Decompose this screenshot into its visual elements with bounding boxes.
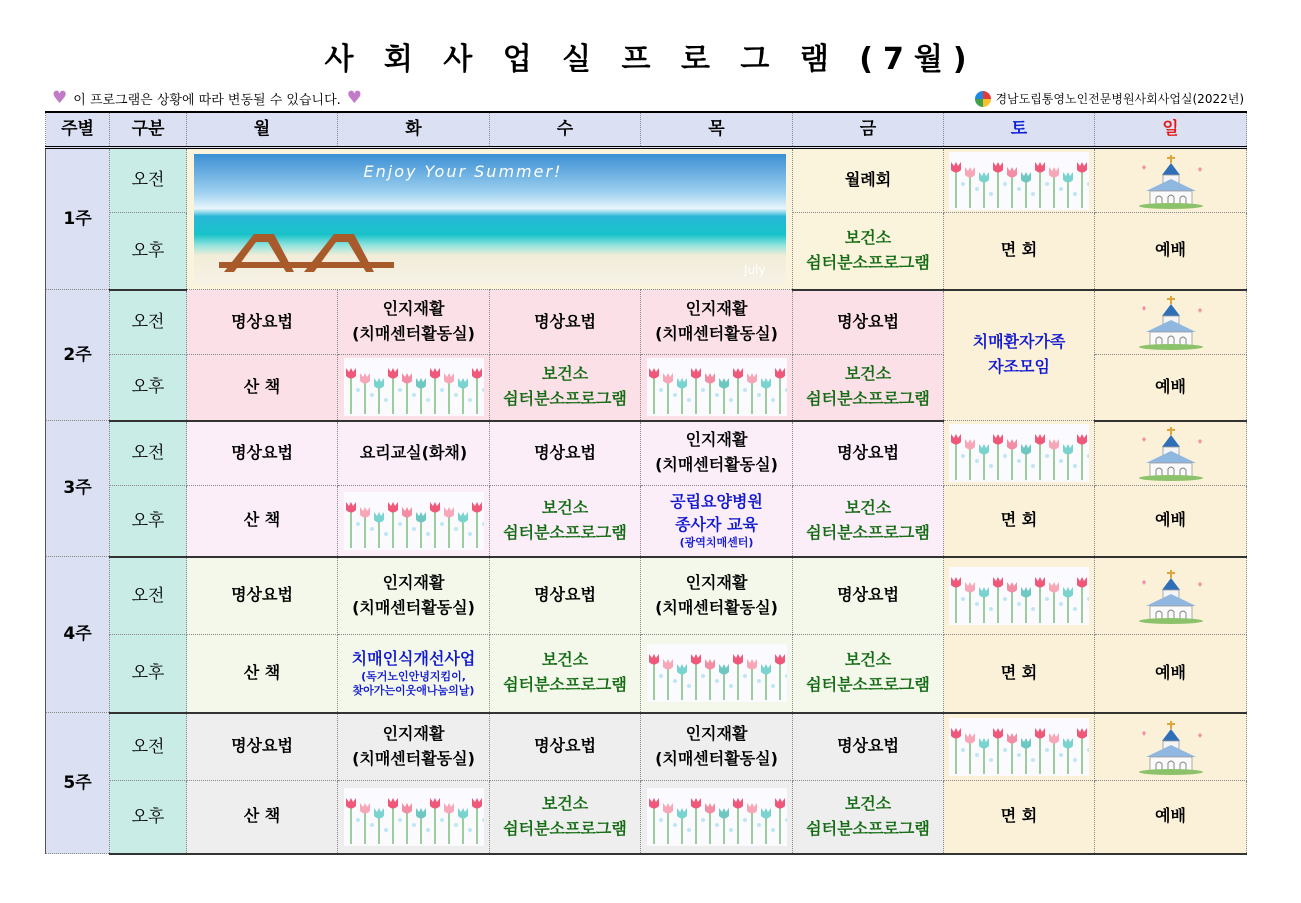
program-cell: 명상요법 xyxy=(187,557,338,635)
tulip-decoration-icon xyxy=(344,492,484,550)
program-cell: 보건소 쉼터분소프로그램 xyxy=(793,635,944,713)
program-cell: 인지재활 (치매센터활동실) xyxy=(338,290,490,355)
header-mon: 월 xyxy=(187,112,338,148)
week-label: 3주 xyxy=(46,421,110,557)
program-cell: 면 회 xyxy=(944,781,1095,854)
flowers-image xyxy=(641,355,793,421)
schedule-table xyxy=(45,111,1247,855)
header-sat: 토 xyxy=(944,112,1095,148)
notice xyxy=(52,88,362,108)
heart-icon: ♥ xyxy=(346,88,363,108)
program-cell: 인지재활 (치매센터활동실) xyxy=(641,713,793,781)
program-cell: 명상요법 xyxy=(793,290,944,355)
flowers-image xyxy=(338,486,490,557)
program-cell: 명상요법 xyxy=(490,557,641,635)
program-cell: 명상요법 xyxy=(793,421,944,486)
program-cell: 보건소 쉼터분소프로그램 xyxy=(793,355,944,421)
program-cell: 인지재활 (치매센터활동실) xyxy=(641,421,793,486)
program-cell: 명상요법 xyxy=(187,421,338,486)
page-title: 사 회 사 업 실 프 로 그 램 (7월) xyxy=(324,42,977,77)
program-cell: 인지재활 (치매센터활동실) xyxy=(338,713,490,781)
notice-text: 이 프로그램은 상황에 따라 변동될 수 있습니다. xyxy=(73,92,341,108)
tulip-decoration-icon xyxy=(949,718,1089,776)
program-cell: 보건소 쉼터분소프로그램 xyxy=(490,635,641,713)
week3-pm-row xyxy=(46,486,1247,557)
program-cell: 보건소 쉼터분소프로그램 xyxy=(490,355,641,421)
summer-banner xyxy=(187,148,793,290)
week-label: 2주 xyxy=(46,290,110,421)
tulip-decoration-icon xyxy=(647,358,787,416)
flowers-image xyxy=(944,557,1095,635)
program-cell: 명상요법 xyxy=(793,713,944,781)
slot-am: 오전 xyxy=(110,713,187,781)
program-cell: 보건소 쉼터분소프로그램 xyxy=(793,781,944,854)
program-cell: 인지재활 (치매센터활동실) xyxy=(338,557,490,635)
program-cell: 보건소 쉼터분소프로그램 xyxy=(490,486,641,557)
church-icon xyxy=(1136,719,1206,775)
header-week: 주별 xyxy=(46,112,110,148)
flowers-image xyxy=(641,781,793,854)
church-image xyxy=(1095,290,1247,355)
department-label xyxy=(975,90,1244,107)
slot-am: 오전 xyxy=(110,148,187,213)
program-cell: 명상요법 xyxy=(490,421,641,486)
header-thu: 목 xyxy=(641,112,793,148)
tulip-decoration-icon xyxy=(344,358,484,416)
program-cell: 예배 xyxy=(1095,355,1247,421)
program-cell: 보건소 쉼터분소프로그램 xyxy=(793,486,944,557)
program-cell: 명상요법 xyxy=(490,713,641,781)
slot-am: 오전 xyxy=(110,557,187,635)
heart-icon: ♥ xyxy=(52,88,68,108)
slot-pm: 오후 xyxy=(110,213,187,290)
program-cell: 인지재활 (치매센터활동실) xyxy=(641,557,793,635)
tulip-decoration-icon xyxy=(647,644,787,702)
flowers-image xyxy=(641,635,793,713)
tulip-decoration-icon xyxy=(344,788,484,846)
flowers-image xyxy=(338,781,490,854)
week1-am-row xyxy=(46,148,1247,213)
slot-pm: 오후 xyxy=(110,635,187,713)
church-icon xyxy=(1136,568,1206,624)
program-cell: 보건소 쉼터분소프로그램 xyxy=(490,781,641,854)
banner-month: July xyxy=(743,263,766,278)
header-row xyxy=(46,112,1247,148)
program-cell: 면 회 xyxy=(944,213,1095,290)
church-image xyxy=(1095,148,1247,213)
hospital-logo-icon xyxy=(975,91,991,107)
church-icon xyxy=(1136,425,1206,481)
church-icon xyxy=(1136,294,1206,350)
header-fri: 금 xyxy=(793,112,944,148)
tulip-decoration-icon xyxy=(949,567,1089,625)
program-cell: 예배 xyxy=(1095,486,1247,557)
program-cell: 명상요법 xyxy=(187,290,338,355)
header-sun: 일 xyxy=(1095,112,1247,148)
program-cell: 치매인식개선사업 (독거노인안녕지킴이, 찾아가는이웃애나눔의날) xyxy=(338,635,490,713)
slot-am: 오전 xyxy=(110,421,187,486)
program-cell: 예배 xyxy=(1095,635,1247,713)
program-cell: 치매환자가족 자조모임 xyxy=(944,290,1095,421)
program-cell: 요리교실(화채) xyxy=(338,421,490,486)
tulip-decoration-icon xyxy=(647,788,787,846)
flowers-image xyxy=(944,713,1095,781)
program-cell: 명상요법 xyxy=(793,557,944,635)
week3-am-row xyxy=(46,421,1247,486)
program-cell: 명상요법 xyxy=(490,290,641,355)
slot-pm: 오후 xyxy=(110,781,187,854)
program-cell: 보건소 쉼터분소프로그램 xyxy=(793,213,944,290)
tulip-decoration-icon xyxy=(949,152,1089,210)
slot-am: 오전 xyxy=(110,290,187,355)
program-cell: 산 책 xyxy=(187,635,338,713)
week5-pm-row xyxy=(46,781,1247,854)
church-image xyxy=(1095,713,1247,781)
week4-am-row xyxy=(46,557,1247,635)
banner-text: Enjoy Your Summer! xyxy=(363,162,563,181)
church-image xyxy=(1095,421,1247,486)
beach-image xyxy=(194,154,786,284)
slot-pm: 오후 xyxy=(110,355,187,421)
program-cell: 산 책 xyxy=(187,355,338,421)
week2-am-row xyxy=(46,290,1247,355)
header-tue: 화 xyxy=(338,112,490,148)
tulip-decoration-icon xyxy=(949,424,1089,482)
department-text: 경남도립통영노인전문병원사회사업실(2022년) xyxy=(995,92,1244,106)
flowers-image xyxy=(944,421,1095,486)
program-cell: 산 책 xyxy=(187,781,338,854)
program-cell: 명상요법 xyxy=(187,713,338,781)
program-cell: 공립요양병원 종사자 교육 (광역치매센터) xyxy=(641,486,793,557)
week-label: 4주 xyxy=(46,557,110,713)
program-cell: 면 회 xyxy=(944,486,1095,557)
slot-pm: 오후 xyxy=(110,486,187,557)
program-cell: 월례회 xyxy=(793,148,944,213)
program-cell: 산 책 xyxy=(187,486,338,557)
program-cell: 예배 xyxy=(1095,213,1247,290)
header-wed: 수 xyxy=(490,112,641,148)
church-image xyxy=(1095,557,1247,635)
church-icon xyxy=(1136,153,1206,209)
flowers-image xyxy=(944,148,1095,213)
header-slot: 구분 xyxy=(110,112,187,148)
flowers-image xyxy=(338,355,490,421)
week4-pm-row xyxy=(46,635,1247,713)
week5-am-row xyxy=(46,713,1247,781)
program-cell: 예배 xyxy=(1095,781,1247,854)
week-label: 5주 xyxy=(46,713,110,854)
program-cell: 면 회 xyxy=(944,635,1095,713)
week-label: 1주 xyxy=(46,148,110,290)
program-cell: 인지재활 (치매센터활동실) xyxy=(641,290,793,355)
